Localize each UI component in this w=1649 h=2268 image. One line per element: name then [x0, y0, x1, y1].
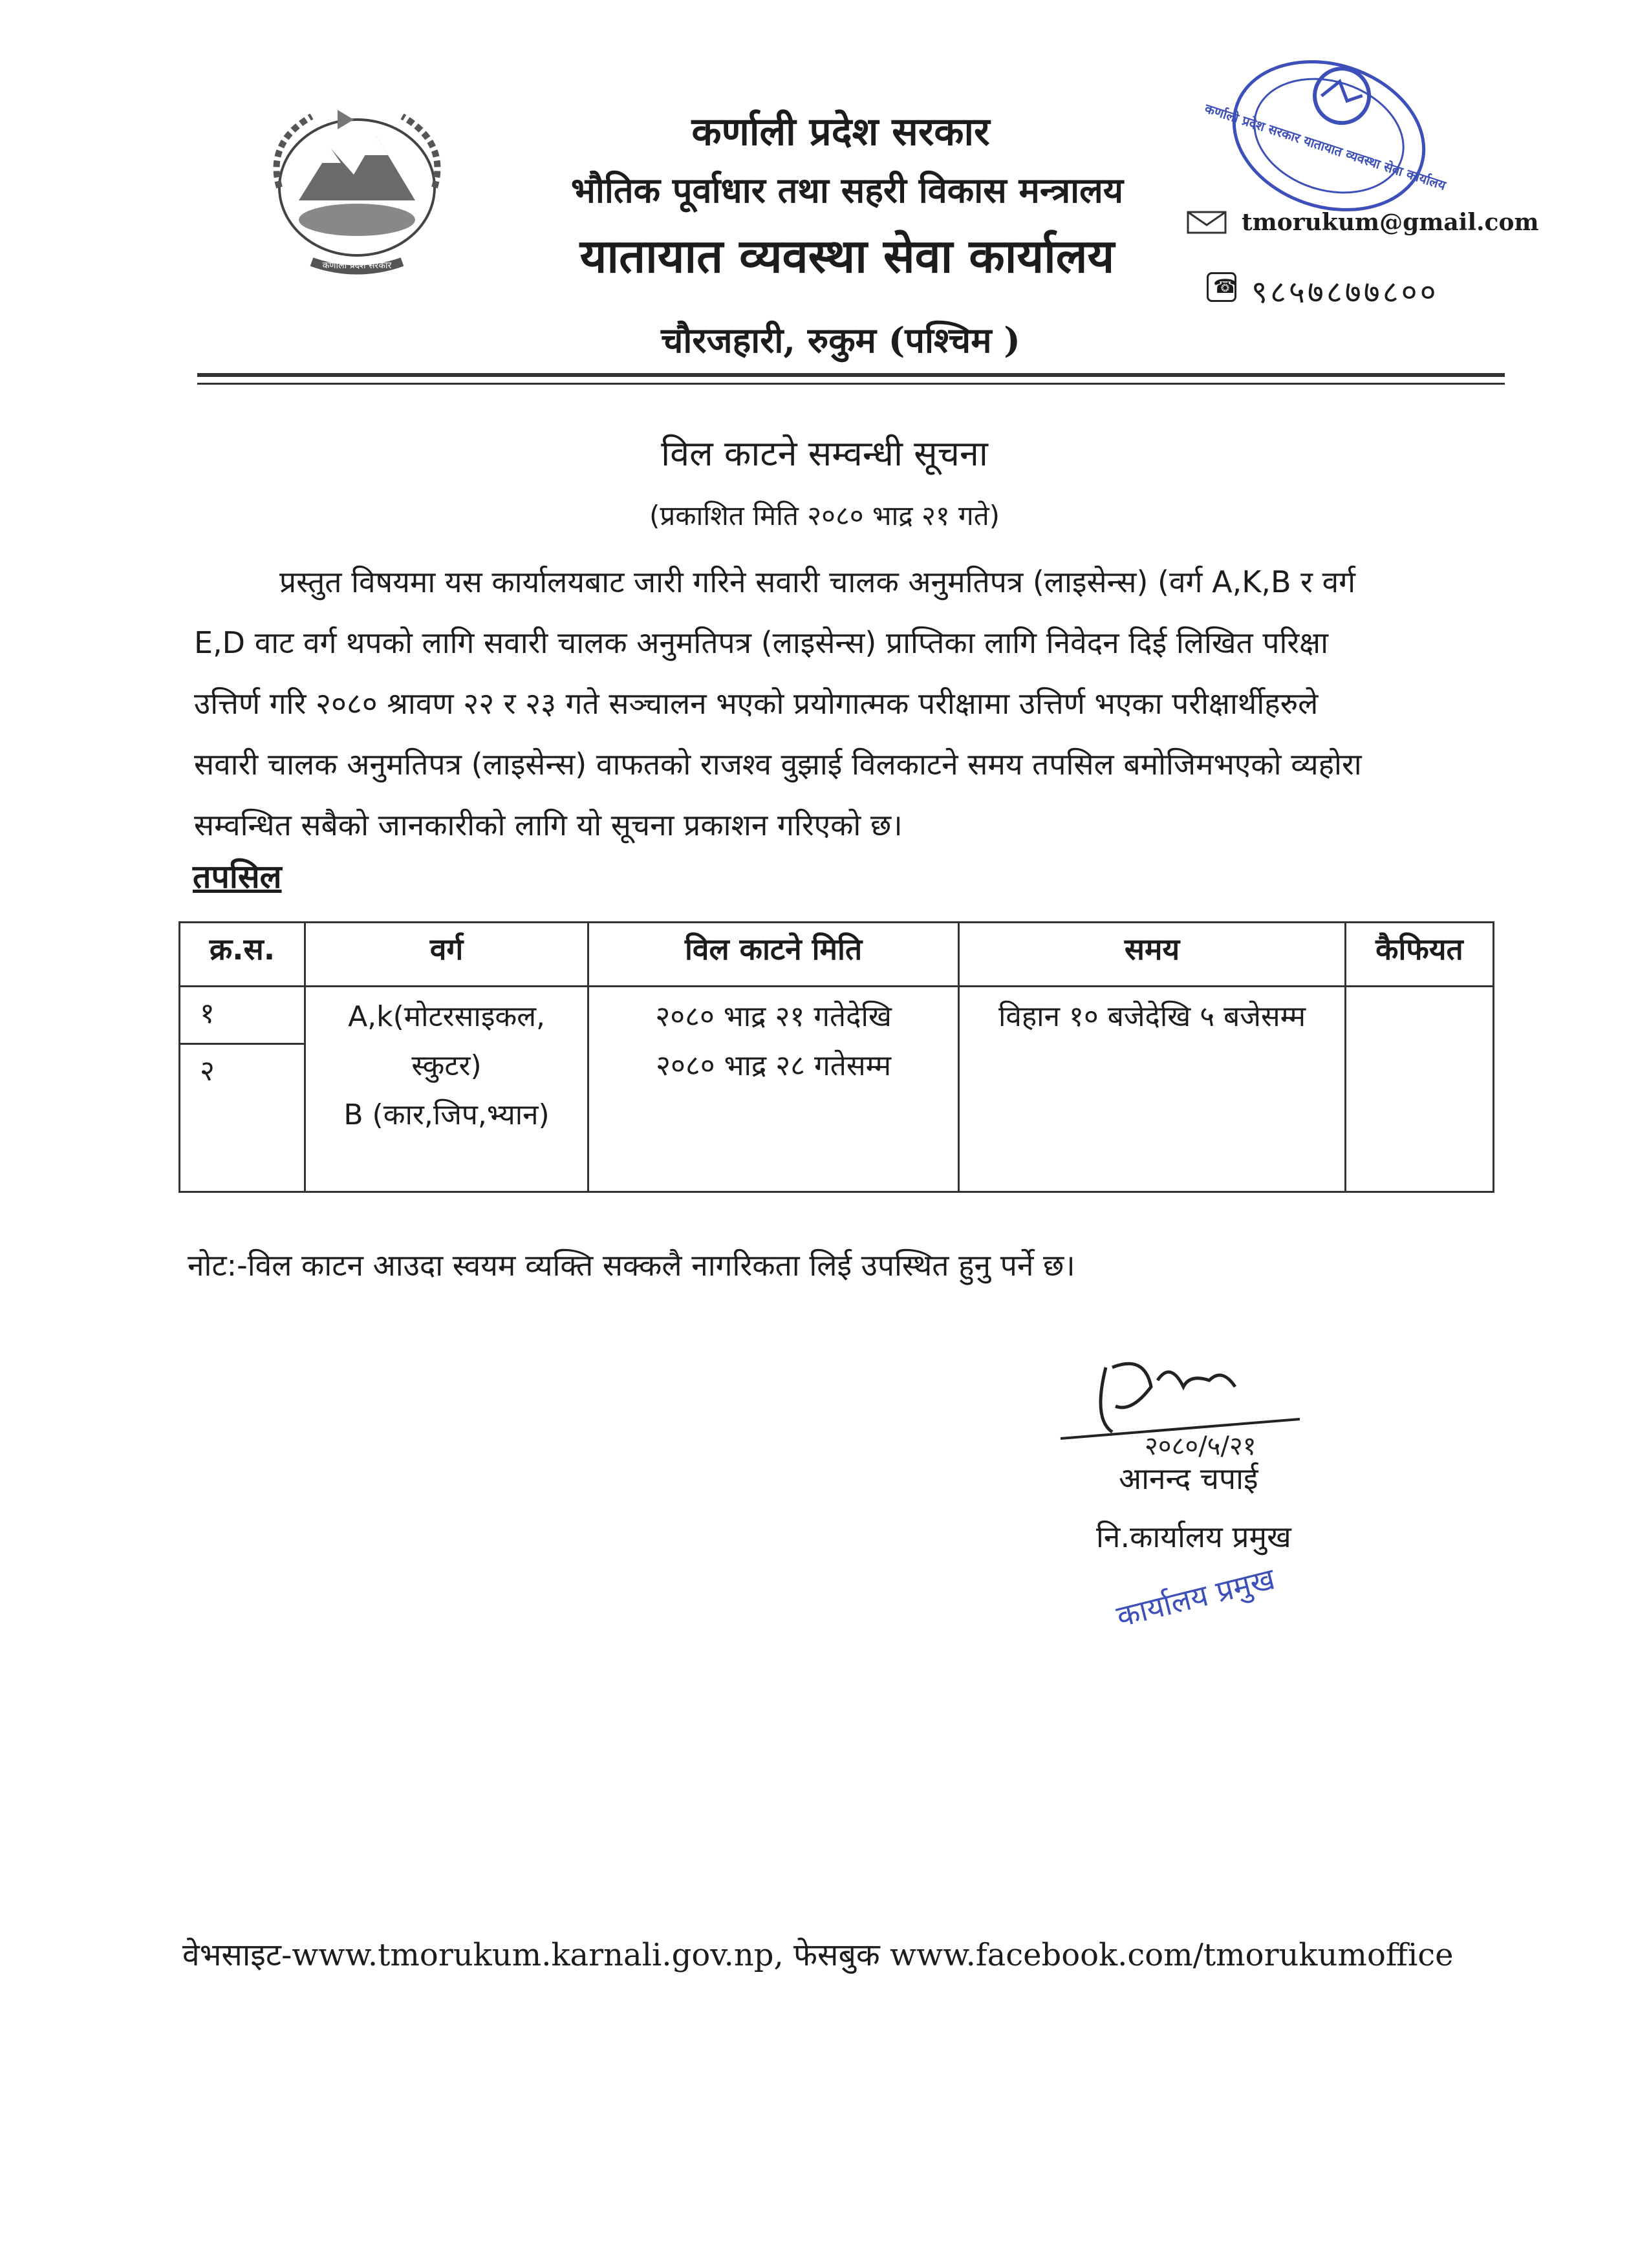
notice-line-5: सम्वन्धित सबैको जानकारीको लागि यो सूचना प्रकाशन गरिएको छ।: [194, 808, 903, 842]
date-line: २०८० भाद्र २१ गतेदेखि: [655, 1000, 892, 1033]
notice-line-3: उत्तिर्ण गरि २०८० श्रावण २२ र २३ गते सञ्चालन भएको प्रयोगात्मक परीक्षामा उत्तिर्ण भएका परीक्षार्थीहरुले: [194, 686, 1319, 721]
header-time: समय: [959, 923, 1346, 987]
signer-title: नि.कार्यालय प्रमुख: [1096, 1519, 1291, 1554]
phone-icon: ☎: [1207, 272, 1236, 302]
footer-links[interactable]: वेभसाइट-www.tmorukum.karnali.gov.np, फेसबुक www.facebook.com/tmorukumoffice: [182, 1937, 1454, 1973]
table-row: [180, 987, 1494, 1044]
category-line: B (कार,जिप,भ्यान): [343, 1098, 550, 1131]
phone-number: ९८५७८७७८००: [1251, 274, 1439, 310]
designation-stamp: कार्यालय प्रमुख: [1113, 1561, 1278, 1634]
header-date: विल काटने मिति: [588, 923, 959, 987]
office-heading: यातायात व्यवस्था सेवा कार्यालय: [579, 228, 1115, 283]
note-text: नोट:-विल काटन आउदा स्वयम व्यक्ति सक्कलै नागरिकता लिई उपस्थित हुनु पर्ने छ।: [188, 1248, 1075, 1283]
serial-cell: १: [180, 987, 305, 1044]
signature: [1054, 1342, 1313, 1471]
details-heading: तपसिल: [193, 858, 282, 895]
notice-line-4: सवारी चालक अनुमतिपत्र (लाइसेन्स) वाफतको राजश्व वुझाई विलकाटने समय तपसिल बमोजिमभएको व्यहोरा: [194, 747, 1362, 782]
category-cell: [305, 987, 588, 1192]
government-emblem: [241, 91, 473, 284]
date-line: २०८० भाद्र २८ गतेसम्म: [656, 1049, 892, 1082]
notice-line-1: प्रस्तुत विषयमा यस कार्यालयबाट जारी गरिने सवारी चालक अनुमतिपत्र (लाइसेन्स) (वर्ग A,K,B र वर्ग: [279, 564, 1356, 599]
ministry-heading: भौतिक पूर्वाधार तथा सहरी विकास मन्त्रालय: [570, 169, 1124, 211]
mail-icon: [1187, 211, 1227, 234]
header-remarks: कैफियत: [1345, 923, 1493, 987]
category-line: A,k(मोटरसाइकल,: [348, 1000, 546, 1033]
date-cell: [588, 987, 959, 1192]
email-text[interactable]: tmorukum@gmail.com: [1242, 209, 1539, 236]
header-serial: क्र.स.: [180, 923, 305, 987]
table-header-row: [180, 923, 1494, 987]
emblem-caption: कर्णाली प्रदेश सरकार: [322, 261, 392, 271]
signer-name: आनन्द चपाई: [1119, 1461, 1258, 1496]
office-address: चौरजहारी, रुकुम (पश्चिम ): [661, 319, 1020, 361]
header-divider-thin: [197, 383, 1505, 385]
header-category: वर्ग: [305, 923, 588, 987]
schedule-table: [178, 921, 1494, 1193]
header-divider: [197, 373, 1505, 377]
serial-cell: २: [180, 1044, 305, 1192]
notice-line-2: E,D वाट वर्ग थपको लागि सवारी चालक अनुमतिपत्र (लाइसेन्स) प्राप्तिका लागि निवेदन दिई लिखित परिक्षा: [194, 625, 1329, 660]
province-heading: कर्णाली प्रदेश सरकार: [691, 109, 990, 155]
category-line: स्कुटर): [411, 1049, 482, 1082]
time-cell: विहान १० बजेदेखि ५ बजेसम्म: [959, 987, 1346, 1192]
published-date: (प्रकाशित मिति २०८० भाद्र २१ गते): [649, 500, 1000, 531]
notice-title: विल काटने सम्वन्धी सूचना: [661, 433, 988, 474]
office-seal: [1190, 42, 1468, 230]
signature-scrawl: २०८०/५/२१: [1145, 1431, 1256, 1461]
seal-text: कर्णाली प्रदेश सरकार यातायात व्यवस्था सेवा कार्यालय: [1203, 100, 1448, 193]
remarks-cell: [1345, 987, 1493, 1192]
